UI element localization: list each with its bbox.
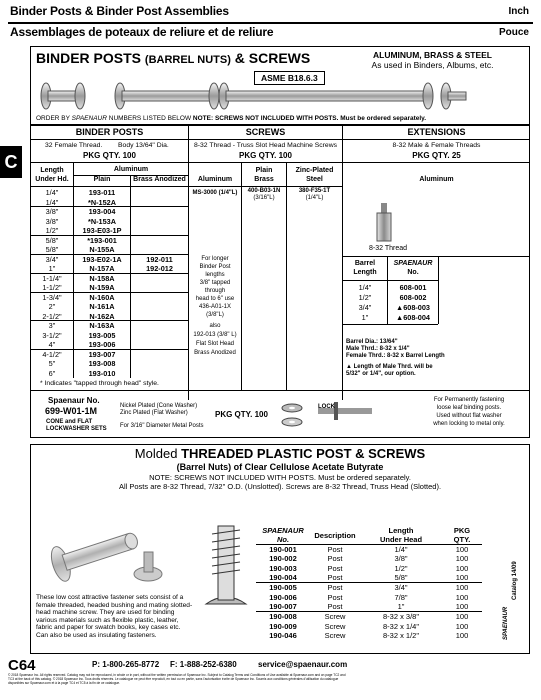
screws-col-plain-brass: Plain Brass [254, 167, 274, 183]
footer-phone[interactable]: P: 1-800-265-8772 [92, 660, 160, 669]
screw-steel-part: 380-F35-1T (1/4"L) [298, 188, 331, 201]
col-brass-anodized: Brass Anodized [133, 176, 186, 183]
binder-row-plain: 193-010 [88, 368, 116, 378]
extensions-col-aluminum: Aluminum [419, 176, 454, 183]
binder-row-plain: N-158A [89, 273, 115, 283]
molded-col-len: Length Under Head [360, 526, 442, 545]
col-plain: Plain [93, 176, 111, 183]
assembly-notes: Nickel Plated (Cone Washer) Zinc Plated (Flat Washer) For 3/16" Diameter Metal Posts [120, 403, 204, 429]
molded-row [256, 621, 482, 631]
molded-cell-desc: Screw [310, 612, 360, 622]
screw-alu-part: MS-3000 (1/4"L) [192, 190, 238, 196]
screws-pkg-qty: PKG QTY. 100 [239, 151, 292, 160]
binder-row-length: 1/4" [45, 197, 59, 207]
molded-cell-no: 190-006 [269, 592, 297, 602]
molded-cell-qty: 100 [455, 602, 469, 612]
binder-row-plain: *193-001 [87, 235, 117, 245]
extension-triangle-note [346, 364, 433, 378]
also-note-line: Brass Anodized [194, 350, 236, 356]
screw-brass-part: 400-B03-1N (3/16"L) [247, 188, 281, 201]
ext-spec-line: Barrel Dia.: 13/64" [346, 339, 398, 345]
ext-row-length: 1/2" [358, 293, 372, 302]
binder-row-plain: N-160A [89, 292, 115, 302]
unit-label-fr: Pouce [498, 27, 529, 38]
binder-row-length: 6" [48, 368, 56, 378]
molded-cell-qty: 100 [442, 583, 482, 593]
molded-row [256, 592, 482, 602]
molded-cell-no: 190-046 [269, 631, 297, 641]
screws-col-aluminum: Aluminum [197, 176, 233, 183]
binder-row-length: 3/4" [45, 254, 59, 264]
order-note: ORDER BY SPAENAUR NUMBERS LISTED BELOW NOTE: SCREWS NOT INCLUDED WITH POSTS. Must be ordered separately. [36, 115, 427, 122]
catalog-side-text: Catalog 14/09 [512, 561, 518, 600]
ext-row-length: 3/4" [358, 303, 372, 312]
binder-row-length: 5/8" [45, 245, 59, 254]
molded-cell-no: 190-007 [269, 602, 297, 612]
molded-subtitle: (Barrel Nuts) of Clear Cellulose Acetate Butyrate [176, 462, 384, 472]
molded-cell-len: 1/4" [394, 545, 408, 555]
binder-row-length: 3/8" [45, 207, 59, 216]
binder-row-length: 1-1/4" [42, 273, 62, 283]
footer-email[interactable]: service@spaenaur.com [258, 660, 348, 669]
binder-row-plain: *N-152A [88, 197, 116, 207]
assembly-pkg-qty: PKG QTY. 100 [215, 410, 268, 419]
brass-also-note [189, 322, 241, 358]
binder-row-plain: N-163A [89, 321, 115, 330]
molded-cell-qty: 100 [455, 592, 469, 602]
longer-note-line: For longer [201, 256, 229, 262]
ext-col-barrel: Barrel Length [353, 260, 377, 276]
lock-label: LOCK [318, 404, 335, 410]
binder-row-plain: *N-153A [88, 216, 116, 226]
binder-row-plain: 193-E03-1P [82, 226, 122, 235]
molded-cell-no: 190-009 [269, 621, 297, 631]
binder-row-length: 2" [48, 302, 56, 311]
molded-cell-qty: 100 [455, 545, 469, 555]
binder-row-length: 3-1/2" [42, 330, 62, 340]
ext-spec-line: Male Thrd.: 8-32 x 1/4" [346, 346, 410, 352]
binder-post-illustration [38, 80, 478, 112]
extensions-heading: EXTENSIONS [407, 127, 466, 137]
molded-row [256, 612, 482, 622]
plastic-screw-illustration [198, 520, 254, 614]
also-note-line: 192-013 (3/8" L) [193, 332, 237, 338]
screws-col-zinc-steel: Zinc-Plated Steel [295, 167, 334, 183]
extension-illustration [372, 203, 396, 243]
ext-row-length: 1" [361, 313, 369, 322]
binder-row-length: 5/8" [45, 235, 59, 245]
extensions-pkg-qty: PKG QTY. 25 [412, 151, 461, 160]
molded-cell-desc: Post [327, 554, 343, 564]
binder-row-plain: 193-008 [88, 359, 116, 368]
binder-row-length: 4" [48, 340, 56, 349]
molded-title: Molded THREADED PLASTIC POST & SCREWS [134, 446, 426, 461]
asme-badge: ASME B18.6.3 [254, 71, 325, 85]
binder-row-length: 2-1/2" [42, 311, 62, 321]
molded-blurb: These low cost attractive fastener sets consist of a female threaded, headed bushing and mating slotted-head machine screw. They are used for binding various materials such as flexible plastic, leather, fabric and paper for swatch books, key cases etc. Can also be used as insulating fasteners. [36, 594, 193, 639]
assembly-brand: Spaenaur No. [48, 396, 100, 405]
screws-spec: 8-32 Thread - Truss Slot Head Machine Screws [193, 142, 338, 149]
also-note-line: Flat Slot Head [195, 341, 235, 347]
molded-cell-no: 190-008 [256, 612, 310, 622]
ext-spec-line: Female Thrd.: 8-32 x Barrel Length [346, 353, 445, 359]
molded-note1: NOTE: SCREWS NOT INCLUDED WITH POSTS. Must be ordered separately. [149, 473, 411, 482]
ext-triangle-line: ▲ Length of Male Thrd. will be [346, 364, 433, 370]
molded-cell-len: 8-32 x 3/8" [360, 612, 442, 622]
binder-row-brass: 192-012 [146, 264, 173, 273]
footer-fineprint: © 2018 Spaenaur Inc. All rights reserved. Catalog may not be reproduced, in whole or in part, without the written permission of Spaenaur Inc. Subject to Catalog Terms and Conditions of Use available at Spaenaur.com and on page TC2 and TC3 at the back of this catalog. © 2018 Spaenaur Inc. Tous droits réservés. Le catalogue ne peut être reproduit, en tout ou en partie, sans l'autorisation écrite de Spaenaur Inc. Soumis aux conditions générales d'utilisation du catalogue disponibles sur Spaenaur.com et à la page TC4 et TC5 à la fin de ce catalogue. [8, 673, 346, 685]
ext-triangle-line: 5/32" or 1/4", our option. [346, 371, 416, 377]
page-title-fr: Assemblages de poteaux de reliure et de reliure [10, 25, 274, 39]
binder-row-length: 1" [48, 264, 56, 273]
binder-row-plain: N-157A [89, 264, 115, 273]
ext-row-length: 1/4" [358, 283, 372, 292]
longer-note-line: Binder Post [199, 264, 231, 270]
molded-note2: All Posts are 8-32 Thread, 7/32" O.D. (Unslotted). Screws are 8-32 Thread, Truss Head (Slotted). [118, 482, 442, 491]
molded-cell-no: 190-005 [256, 583, 310, 593]
binder-section-title: BINDER POSTS (BARREL NUTS) & SCREWS [36, 50, 311, 66]
binder-row-length: 1/2" [45, 226, 59, 235]
molded-cell-desc: Post [310, 583, 360, 593]
molded-row [256, 573, 482, 583]
binder-pkg-qty: PKG QTY. 100 [83, 151, 136, 160]
molded-cell-qty: 100 [455, 631, 469, 641]
binder-row-length: 3" [48, 321, 56, 330]
binder-row-brass: 192-011 [146, 254, 173, 264]
molded-cell-desc: Screw [324, 631, 346, 641]
binder-row-length: 1-1/2" [42, 283, 62, 292]
longer-note-line: lengths [205, 272, 225, 278]
longer-note-line: (3/8"L) [206, 312, 224, 318]
molded-col-qty: PKG QTY. [442, 526, 482, 545]
ext-row-no: 608-001 [399, 283, 427, 292]
binder-posts-heading: BINDER POSTS [75, 127, 144, 137]
ext-row-no: 608-002 [399, 293, 427, 302]
binder-spec-right: Body 13/64" Dia. [118, 142, 169, 149]
screws-heading: SCREWS [245, 127, 286, 137]
molded-cell-len: 1/2" [394, 563, 408, 573]
ext-row-no: ▲608-003 [395, 303, 430, 312]
assembly-right-note: For Permanently fastening loose leaf binding posts. Used without flat washer when locking to metal only. [433, 397, 505, 427]
molded-col-desc: Description [310, 526, 360, 545]
assembly-part-number: 699-W01-1M [45, 406, 98, 416]
molded-cell-len: 8-32 x 1/2" [382, 631, 420, 641]
plastic-post-illustration [36, 498, 196, 594]
molded-row [256, 564, 482, 574]
molded-cell-desc: Post [327, 602, 343, 612]
extensions-spec: 8-32 Male & Female Threads [392, 142, 481, 149]
page-title: Binder Posts & Binder Post Assemblies [10, 4, 229, 18]
molded-row [256, 602, 482, 612]
materials-note: ALUMINUM, BRASS & STEEL As used in Binders, Albums, etc. [371, 50, 494, 70]
molded-cell-len: 1" [397, 602, 405, 612]
ext-row-no: ▲608-004 [395, 313, 430, 322]
binder-row-plain: 193-011 [88, 188, 116, 197]
footer-fax: F: 1-888-252-6380 [170, 660, 237, 669]
molded-cell-len: 7/8" [394, 592, 408, 602]
binder-row-length: 1/4" [45, 188, 59, 197]
binder-row-plain: 193-005 [88, 330, 116, 340]
binder-row-length: 4-1/2" [42, 349, 62, 359]
lockwasher-illustration [278, 396, 378, 436]
binder-row-plain: 193-E02-1A [82, 254, 122, 264]
molded-cell-no: 190-001 [269, 545, 297, 555]
section-tab[interactable]: C [0, 146, 22, 178]
molded-col-no: SPAENAUR No. [256, 526, 310, 545]
molded-row [256, 631, 482, 641]
molded-row [256, 583, 482, 593]
molded-cell-len: 3/8" [394, 554, 408, 564]
unit-label: Inch [508, 6, 529, 17]
binder-row-plain: N-155A [89, 245, 115, 254]
longer-note-line: 3/8" tapped through [199, 280, 231, 294]
molded-cell-no: 190-004 [269, 573, 297, 583]
binder-row-plain: 193-006 [88, 340, 116, 349]
binder-row-plain: 193-004 [88, 207, 116, 216]
binder-row-length: 1-3/4" [42, 292, 62, 302]
molded-cell-desc: Post [327, 545, 343, 555]
extension-thread-label: 8-32 Thread [368, 245, 407, 252]
col-length: Length Under Hd. [35, 167, 69, 183]
molded-cell-qty: 100 [455, 563, 469, 573]
molded-cell-qty: 100 [455, 573, 469, 583]
binder-row-length: 3/8" [45, 216, 59, 226]
binder-row-plain: N-159A [89, 283, 115, 292]
page-number: C64 [8, 657, 36, 674]
molded-cell-desc: Post [327, 592, 343, 602]
binder-row-plain: N-161A [89, 302, 115, 311]
side-brand: SPAENAUR [503, 606, 509, 640]
extension-spec-list [346, 339, 445, 360]
molded-cell-qty: 100 [442, 612, 482, 622]
molded-row [256, 545, 482, 555]
molded-cell-qty: 100 [455, 554, 469, 564]
longer-post-note [189, 255, 241, 319]
molded-cell-desc: Post [327, 563, 343, 573]
molded-cell-desc: Post [327, 573, 343, 583]
binder-footnote: * Indicates "tapped through head" style. [40, 380, 159, 387]
molded-cell-len: 3/4" [360, 583, 442, 593]
binder-row-length: 5" [48, 359, 56, 368]
molded-cell-qty: 100 [455, 621, 469, 631]
molded-cell-no: 190-003 [269, 563, 297, 573]
molded-cell-len: 8-32 x 1/4" [382, 621, 420, 631]
binder-row-plain: 193-007 [88, 349, 116, 359]
molded-row [256, 554, 482, 564]
molded-cell-no: 190-002 [269, 554, 297, 564]
longer-note-line: head to 6" use [195, 296, 235, 302]
longer-note-line: 436-A01-1X [198, 304, 232, 310]
molded-table [256, 526, 482, 640]
binder-spec-left: 32 Female Thread. [45, 142, 103, 149]
ext-col-no: SPAENAUR No. [393, 260, 433, 276]
binder-row-plain: N-162A [89, 311, 115, 321]
molded-cell-desc: Screw [324, 621, 346, 631]
assembly-desc: CONE and FLAT LOCKWASHER SETS [46, 419, 107, 432]
also-note-line: also [209, 323, 221, 329]
col-aluminum: Aluminum [113, 166, 149, 173]
molded-cell-len: 5/8" [394, 573, 408, 583]
